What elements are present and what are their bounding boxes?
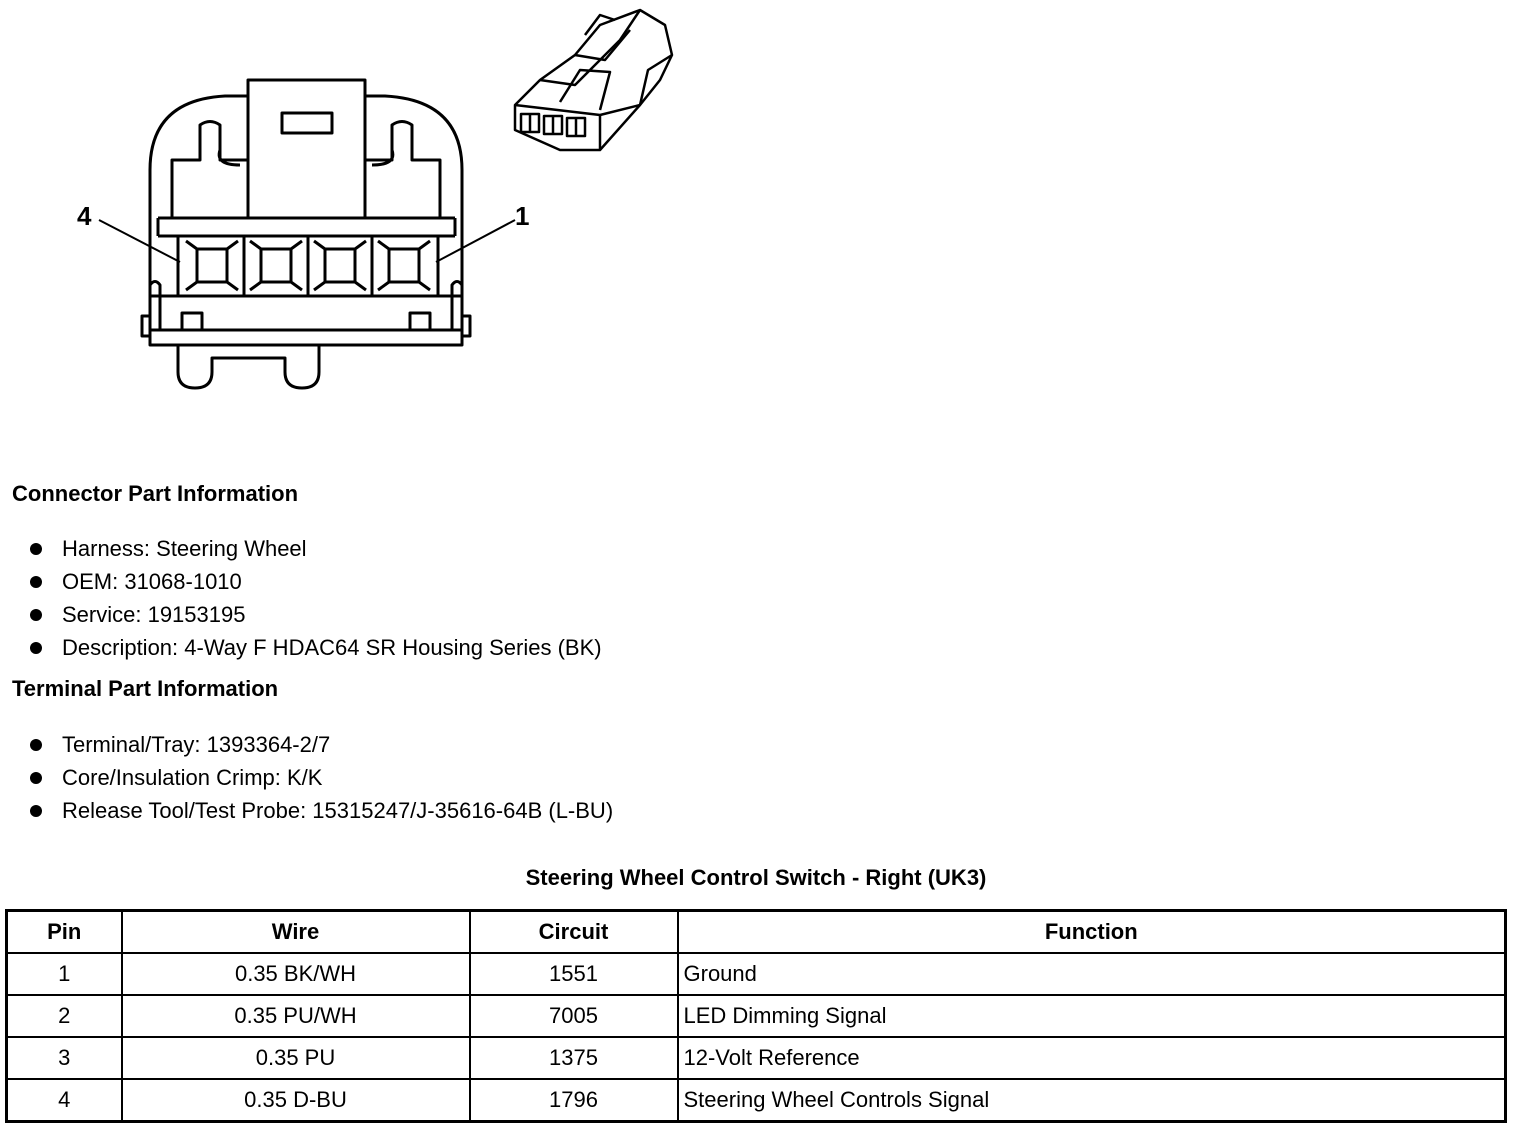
list-item: [26, 761, 613, 794]
cell-function: Steering Wheel Controls Signal: [678, 1079, 1506, 1122]
list-item: [26, 598, 602, 631]
connector-info-title: Connector Part Information: [12, 481, 299, 506]
list-item: [26, 794, 613, 827]
cell-wire: 0.35 PU: [122, 1037, 470, 1079]
cell-wire: 0.35 PU/WH: [122, 995, 470, 1037]
cell-function: Ground: [678, 953, 1506, 995]
connector-diagram: [0, 0, 700, 400]
terminal-tray-text: Terminal/Tray: 1393364-2/7: [62, 732, 331, 757]
cell-function: 12-Volt Reference: [678, 1037, 1506, 1079]
cell-function: LED Dimming Signal: [678, 995, 1506, 1037]
list-item: [26, 565, 602, 598]
bullet-icon: [30, 772, 42, 784]
header-pin: Pin: [7, 911, 122, 954]
table-row: [7, 953, 1506, 995]
pin-1-leader: [436, 220, 515, 262]
harness-text: Harness: Steering Wheel: [62, 536, 307, 561]
bullet-icon: [30, 805, 42, 817]
header-wire: Wire: [122, 911, 470, 954]
cell-pin: 3: [7, 1037, 122, 1079]
description-text: Description: 4-Way F HDAC64 SR Housing Series (BK): [62, 635, 602, 660]
cell-pin: 1: [7, 953, 122, 995]
release-tool-text: Release Tool/Test Probe: 15315247/J-35616-64B (L-BU): [62, 798, 614, 823]
terminal-info-list: [26, 728, 613, 827]
cell-wire: 0.35 BK/WH: [122, 953, 470, 995]
bullet-icon: [30, 609, 42, 621]
table-header-row: [7, 911, 1506, 954]
bullet-icon: [30, 576, 42, 588]
cell-circuit: 7005: [470, 995, 678, 1037]
crimp-text: Core/Insulation Crimp: K/K: [62, 765, 323, 790]
connector-info-list: [26, 532, 602, 664]
pin-1-label: 1: [515, 201, 530, 231]
list-item: [26, 728, 613, 761]
bullet-icon: [30, 739, 42, 751]
cell-circuit: 1375: [470, 1037, 678, 1079]
cell-circuit: 1796: [470, 1079, 678, 1122]
connector-face-drawing: [142, 80, 470, 388]
cell-pin: 4: [7, 1079, 122, 1122]
connector-3d-view: [515, 10, 672, 150]
header-function: Function: [678, 911, 1506, 954]
bullet-icon: [30, 642, 42, 654]
list-item: [26, 631, 602, 664]
service-text: Service: 19153195: [62, 602, 246, 627]
pin-4-leader: [99, 220, 180, 262]
table-row: [7, 1037, 1506, 1079]
cell-wire: 0.35 D-BU: [122, 1079, 470, 1122]
table-row: [7, 995, 1506, 1037]
table-row: [7, 1079, 1506, 1122]
cell-circuit: 1551: [470, 953, 678, 995]
cell-pin: 2: [7, 995, 122, 1037]
table-title: Steering Wheel Control Switch - Right (UK3): [525, 865, 987, 890]
pin-4-label: 4: [77, 201, 92, 231]
oem-text: OEM: 31068-1010: [62, 569, 242, 594]
bullet-icon: [30, 543, 42, 555]
pinout-table: [5, 909, 1507, 1123]
list-item: [26, 532, 602, 565]
terminal-info-title: Terminal Part Information: [12, 676, 279, 701]
header-circuit: Circuit: [470, 911, 678, 954]
